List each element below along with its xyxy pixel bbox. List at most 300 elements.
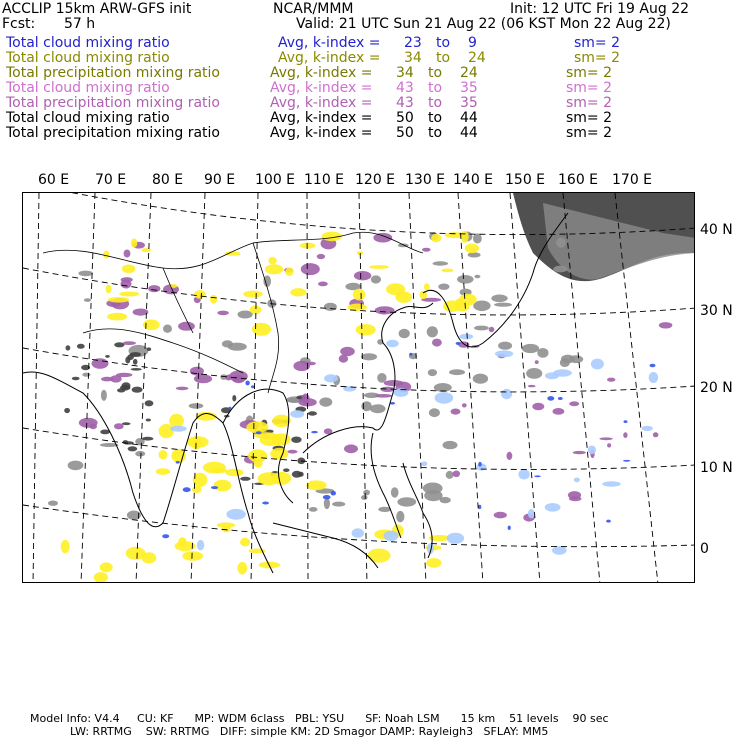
cloud-patch-yellow xyxy=(246,421,268,433)
cloud-patch-lightblue xyxy=(553,369,572,376)
cloud-patch-purple xyxy=(229,371,248,383)
cloud-patch-blue xyxy=(311,431,318,433)
cloud-patch-lightblue xyxy=(170,426,187,432)
cloud-patch-lightblue xyxy=(421,461,427,466)
graticule-meridian xyxy=(191,193,205,583)
cloud-patch-dark xyxy=(130,352,141,357)
cloud-patch-gray xyxy=(222,340,233,347)
cloud-patch-gray xyxy=(438,284,449,290)
cloud-patch-yellow xyxy=(159,424,174,438)
cloud-patch-dark xyxy=(77,344,85,349)
cloud-patch-gray xyxy=(361,353,377,360)
legend-k-start: 34 xyxy=(396,65,414,81)
legend-to: to xyxy=(428,125,443,141)
cloud-patch-yellow xyxy=(243,291,262,298)
cloud-patch-purple xyxy=(507,452,513,460)
longitude-label: 170 E xyxy=(612,172,653,188)
cloud-patch-gray xyxy=(526,368,542,379)
cloud-patch-yellow xyxy=(222,526,231,533)
cloud-patch-yellow xyxy=(240,538,250,547)
legend-field: Total cloud mixing ratio xyxy=(6,110,170,126)
cloud-patch-gray xyxy=(428,369,437,376)
cloud-patch-purple xyxy=(148,285,160,292)
cloud-patch-purple xyxy=(599,437,612,440)
cloud-patch-gray xyxy=(48,501,58,506)
cloud-patch-yellow xyxy=(119,292,139,297)
cloud-patch-lightblue xyxy=(352,528,364,538)
cloud-patch-yellow xyxy=(424,283,430,290)
cloud-patch-gray xyxy=(332,502,345,507)
cloud-patch-blue xyxy=(211,486,218,489)
cloud-patch-lightblue xyxy=(552,546,567,555)
legend-to: to xyxy=(428,110,443,126)
graticule-meridian xyxy=(307,193,308,583)
cloud-patch-yellow xyxy=(61,540,70,553)
cloud-patch-dark xyxy=(128,446,138,451)
cloud-patch-blue xyxy=(606,520,611,523)
cloud-patch-gray xyxy=(494,303,512,307)
longitude-label: 140 E xyxy=(453,172,494,188)
cloud-patch-dark xyxy=(66,345,71,350)
cloud-patch-yellow xyxy=(156,468,170,475)
cloud-patch-yellow xyxy=(187,436,209,448)
cloud-patch-purple xyxy=(422,248,431,252)
legend-k-start: 34 xyxy=(404,50,422,66)
cloud-patch-purple xyxy=(659,322,673,328)
cloud-patch-dark xyxy=(232,395,236,401)
country-border xyxy=(163,268,193,333)
cloud-patch-dark xyxy=(117,388,125,392)
cloud-patch-gray xyxy=(397,497,416,506)
legend-field: Total precipitation mixing ratio xyxy=(6,95,220,111)
legend-field: Total cloud mixing ratio xyxy=(6,50,170,66)
cloud-patch-blue xyxy=(183,487,191,492)
forecast-hours: 57 h xyxy=(64,16,96,32)
cloud-patch-gray xyxy=(391,487,399,497)
legend-k-start: 43 xyxy=(396,80,414,96)
longitude-label: 100 E xyxy=(255,172,296,188)
cloud-patch-gray xyxy=(473,233,482,243)
cloud-patch-lightblue xyxy=(642,426,653,431)
cloud-patch-lightblue xyxy=(545,503,561,512)
cloud-patch-purple xyxy=(453,471,461,478)
cloud-patch-gray xyxy=(433,261,449,265)
cloud-patch-yellow xyxy=(171,449,186,463)
cloud-patch-purple xyxy=(344,444,358,453)
cloud-patch-purple xyxy=(607,443,611,447)
cloud-patch-yellow xyxy=(300,243,315,249)
cloud-patch-dark xyxy=(131,368,142,371)
cloud-patch-purple xyxy=(121,280,132,289)
cloud-patch-yellow xyxy=(419,291,427,299)
cloud-patch-purple xyxy=(623,432,627,438)
legend-avg: Avg, k-index = xyxy=(278,50,381,66)
cloud-patch-gray xyxy=(522,344,539,353)
cloud-patch-purple xyxy=(124,250,131,258)
cloud-patch-dark xyxy=(145,400,154,406)
cloud-patch-lightblue xyxy=(435,392,454,404)
cloud-patch-blue xyxy=(409,353,412,356)
cloud-patch-purple xyxy=(375,394,392,398)
cloud-patch-purple xyxy=(354,271,371,280)
cloud-patch-gray xyxy=(553,266,567,273)
cloud-patch-dark xyxy=(64,408,70,413)
cloud-patch-lightblue xyxy=(495,350,513,357)
cloud-patch-gray xyxy=(309,507,318,512)
cloud-patch-gray xyxy=(319,397,332,406)
cloud-patch-purple xyxy=(573,451,586,454)
cloud-patch-gray xyxy=(396,511,404,522)
init-time: Init: 12 UTC Fri 19 Aug 22 xyxy=(510,1,690,17)
cloud-patch-gray xyxy=(189,403,204,409)
cloud-patch-dark xyxy=(147,347,152,351)
cloud-patch-yellow xyxy=(182,551,203,561)
coastline xyxy=(403,463,432,558)
cloud-patch-blue xyxy=(262,502,269,505)
cloud-patch-yellow xyxy=(426,558,441,568)
longitude-label: 120 E xyxy=(355,172,396,188)
model-info-line1: Model Info: V4.4 CU: KF MP: WDM 6class PBL: YSU SF: Noah LSM 15 km 51 levels 90 sec xyxy=(30,712,609,725)
cloud-patch-blue xyxy=(508,526,511,530)
cloud-patch-purple xyxy=(451,409,461,415)
legend-to: to xyxy=(436,50,451,66)
cloud-patch-dark xyxy=(240,477,251,481)
legend-field: Total cloud mixing ratio xyxy=(6,35,170,51)
legend-avg: Avg, k-index = xyxy=(270,110,373,126)
cloud-patch-blue xyxy=(162,534,169,538)
cloud-patch-yellow xyxy=(194,290,206,299)
cloud-patch-yellow xyxy=(210,295,217,304)
cloud-patch-yellow xyxy=(122,265,136,274)
cloud-patch-dark xyxy=(72,377,80,380)
cloud-patch-lightblue xyxy=(324,374,338,382)
legend-k-start: 43 xyxy=(396,95,414,111)
cloud-patch-blue xyxy=(245,381,249,386)
cloud-patch-yellow xyxy=(100,562,113,572)
cloud-patch-lightblue xyxy=(197,540,204,550)
cloud-patch-yellow xyxy=(290,288,306,296)
cloud-patch-blue xyxy=(547,396,554,401)
map-canvas xyxy=(23,193,695,583)
legend-field: Total cloud mixing ratio xyxy=(6,80,170,96)
cloud-patch-blue xyxy=(331,491,336,496)
cloud-patch-yellow xyxy=(369,265,389,269)
org-label: NCAR/MMM xyxy=(273,1,354,17)
cloud-patch-lightblue xyxy=(501,389,512,399)
cloud-patch-yellow xyxy=(306,480,326,490)
cloud-patch-blue xyxy=(624,420,628,423)
cloud-patch-purple xyxy=(304,362,316,366)
legend-avg: Avg, k-index = xyxy=(270,65,373,81)
cloud-patch-yellow xyxy=(265,264,283,274)
cloud-patch-yellow xyxy=(141,248,151,252)
legend-avg: Avg, k-index = xyxy=(278,35,381,51)
cloud-patch-purple xyxy=(318,282,328,287)
cloud-patch-lightblue xyxy=(459,334,473,340)
legend-k-end: 44 xyxy=(460,125,478,141)
longitude-label: 150 E xyxy=(505,172,546,188)
legend-avg: Avg, k-index = xyxy=(270,125,373,141)
longitude-label: 110 E xyxy=(304,172,345,188)
cloud-patch-yellow xyxy=(214,480,232,492)
cloud-patch-gray xyxy=(324,498,330,509)
model-title: ACCLIP 15km ARW-GFS init xyxy=(2,1,192,17)
coastline xyxy=(223,389,293,503)
cloud-patch-yellow xyxy=(103,251,110,259)
cloud-patch-purple xyxy=(116,373,132,377)
cloud-patch-purple xyxy=(373,233,392,243)
latitude-label: 40 N xyxy=(700,222,733,238)
cloud-patch-gray xyxy=(491,295,507,303)
cloud-patch-dark xyxy=(291,437,301,443)
cloud-patch-blue xyxy=(323,495,331,499)
legend-k-end: 44 xyxy=(460,110,478,126)
cloud-patch-dark xyxy=(133,359,138,365)
latitude-label: 20 N xyxy=(700,380,733,396)
cloud-patch-blue xyxy=(534,475,541,477)
cloud-patch-yellow xyxy=(224,251,240,255)
legend-smooth: sm= 2 xyxy=(574,35,621,51)
cloud-patch-purple xyxy=(528,385,536,387)
legend-k-end: 35 xyxy=(460,80,478,96)
cloud-patch-gray xyxy=(498,342,512,350)
legend-smooth: sm= 2 xyxy=(574,50,621,66)
longitude-label: 60 E xyxy=(38,172,70,188)
cloud-patch-gray xyxy=(263,276,271,287)
cloud-patch-yellow xyxy=(142,552,157,563)
cloud-patch-dark xyxy=(146,419,151,422)
cloud-patch-dark xyxy=(122,422,131,425)
cloud-patch-yellow xyxy=(106,285,112,294)
cloud-patch-lightblue xyxy=(518,469,529,479)
cloud-patch-lightblue xyxy=(591,359,604,370)
cloud-patch-purple xyxy=(432,339,442,347)
cloud-patch-gray xyxy=(370,404,386,413)
cloud-patch-purple xyxy=(462,403,467,407)
forecast-label: Fcst: xyxy=(2,16,36,32)
cloud-patch-gray xyxy=(429,408,440,417)
cloud-patch-purple xyxy=(607,378,615,382)
legend-k-start: 50 xyxy=(396,125,414,141)
cloud-patch-lightblue xyxy=(588,446,596,455)
model-info-line2: LW: RRTMG SW: RRTMG DIFF: simple KM: 2D Smagor DAMP: Rayleigh3 SFLAY: MM5 xyxy=(70,725,549,738)
legend-smooth: sm= 2 xyxy=(566,125,613,141)
cloud-patch-gray xyxy=(474,326,489,331)
cloud-patch-yellow xyxy=(441,269,453,273)
cloud-patch-yellow xyxy=(107,313,127,321)
cloud-patch-lightblue xyxy=(574,478,580,483)
cloud-patch-purple xyxy=(194,374,212,383)
legend-k-start: 23 xyxy=(404,35,422,51)
cloud-patch-gray xyxy=(84,298,91,302)
cloud-patch-yellow xyxy=(465,244,479,254)
cloud-patch-yellow xyxy=(250,305,262,314)
cloud-patch-purple xyxy=(114,423,124,429)
cloud-patch-purple xyxy=(568,491,581,499)
cloud-patch-yellow xyxy=(270,448,288,460)
cloud-patch-gray xyxy=(446,471,454,479)
cloud-patch-purple xyxy=(569,401,579,406)
cloud-patch-dark xyxy=(283,468,289,472)
legend-avg: Avg, k-index = xyxy=(270,95,373,111)
cloud-patch-gray xyxy=(449,369,465,375)
cloud-patch-yellow xyxy=(169,414,184,428)
cloud-patch-yellow xyxy=(260,434,282,446)
cloud-patch-purple xyxy=(302,394,310,405)
cloud-patch-blue xyxy=(650,364,656,367)
cloud-patch-gray xyxy=(371,275,381,283)
longitude-label: 160 E xyxy=(558,172,599,188)
legend-field: Total precipitation mixing ratio xyxy=(6,125,220,141)
cloud-patch-dark xyxy=(298,472,304,477)
legend-avg: Avg, k-index = xyxy=(270,80,373,96)
cloud-patch-gray xyxy=(468,252,481,257)
cloud-patch-gray xyxy=(427,326,438,337)
cloud-patch-gray xyxy=(82,373,90,377)
valid-time: Valid: 21 UTC Sun 21 Aug 22 (06 KST Mon 22 Aug 22) xyxy=(296,16,671,32)
coastline xyxy=(273,523,378,568)
cloud-patch-purple xyxy=(287,450,297,454)
cloud-patch-purple xyxy=(535,360,539,364)
longitude-label: 80 E xyxy=(152,172,184,188)
cloud-patch-blue xyxy=(251,385,255,388)
legend-smooth: sm= 2 xyxy=(566,95,613,111)
latitude-label: 30 N xyxy=(700,303,733,319)
cloud-patch-gray xyxy=(560,358,570,367)
cloud-patch-lightblue xyxy=(290,410,304,418)
cloud-patch-yellow xyxy=(285,268,293,276)
cloud-patch-blue xyxy=(228,407,231,409)
cloud-patch-blue xyxy=(176,461,180,464)
country-border xyxy=(43,232,423,269)
cloud-patch-gray xyxy=(78,271,93,277)
cloud-patch-lightblue xyxy=(384,531,399,542)
graticule-meridian xyxy=(33,193,39,583)
latitude-label: 0 xyxy=(700,541,709,557)
cloud-patch-lightblue xyxy=(226,509,245,520)
legend-to: to xyxy=(428,80,443,96)
cloud-patch-gray xyxy=(423,483,443,495)
cloud-patch-yellow xyxy=(461,231,469,243)
legend-to: to xyxy=(428,95,443,111)
cloud-patch-blue xyxy=(558,397,563,400)
legend-k-end: 9 xyxy=(468,35,477,51)
cloud-patch-gray xyxy=(457,275,474,284)
cloud-patch-purple xyxy=(553,408,565,415)
cloud-patch-lightblue xyxy=(528,509,535,518)
cloud-patch-gray xyxy=(68,461,84,471)
cloud-patch-purple xyxy=(217,311,229,316)
cloud-patch-blue xyxy=(456,342,461,345)
coastline xyxy=(371,433,401,538)
cloud-patch-lightblue xyxy=(386,340,399,347)
cloud-patch-gray xyxy=(473,374,488,384)
cloud-patch-purple xyxy=(532,403,544,410)
legend-field: Total precipitation mixing ratio xyxy=(6,65,220,81)
cloud-patch-blue xyxy=(478,462,481,467)
legend-k-end: 35 xyxy=(460,95,478,111)
legend-k-end: 24 xyxy=(468,50,486,66)
cloud-patch-purple xyxy=(317,254,325,259)
cloud-patch-yellow xyxy=(386,283,405,295)
cloud-patch-gray xyxy=(363,490,370,496)
cloud-patch-yellow xyxy=(159,450,168,459)
cloud-patch-gray xyxy=(556,238,566,248)
cloud-patch-yellow xyxy=(237,562,247,575)
cloud-patch-yellow xyxy=(131,238,137,247)
cloud-patch-gray xyxy=(101,390,107,401)
cloud-patch-lightblue xyxy=(447,533,465,544)
cloud-patch-yellow xyxy=(94,572,108,583)
cloud-patch-yellow xyxy=(108,297,130,303)
cloud-patch-gray xyxy=(324,303,337,311)
cloud-patch-gray xyxy=(135,451,145,457)
cloud-patch-gray xyxy=(474,275,480,279)
cloud-patch-yellow xyxy=(203,462,226,474)
cloud-patch-yellow xyxy=(225,469,243,476)
cloud-patch-dark xyxy=(125,357,130,364)
cloud-patch-purple xyxy=(494,512,507,519)
cloud-patch-gray xyxy=(163,325,172,333)
cloud-patch-dark xyxy=(105,355,110,358)
cloud-patch-gray xyxy=(377,373,386,383)
legend-to: to xyxy=(428,65,443,81)
cloud-patch-dark xyxy=(142,437,154,441)
cloud-patch-yellow xyxy=(248,449,267,462)
cloud-patch-dark xyxy=(132,387,143,393)
cloud-patch-blue xyxy=(623,460,630,462)
cloud-patch-blue xyxy=(256,431,262,434)
cloud-patch-lightblue xyxy=(649,372,659,383)
cloud-patch-gray xyxy=(361,495,368,500)
cloud-patch-purple xyxy=(123,341,136,345)
legend-smooth: sm= 2 xyxy=(566,80,613,96)
cloud-patch-purple xyxy=(79,418,98,428)
legend-to: to xyxy=(436,35,451,51)
longitude-label: 90 E xyxy=(204,172,236,188)
legend-smooth: sm= 2 xyxy=(566,65,613,81)
cloud-patch-purple xyxy=(375,306,395,314)
cloud-patch-purple xyxy=(176,387,189,391)
cloud-patch-purple xyxy=(178,322,195,331)
cloud-patch-purple xyxy=(101,377,113,382)
latitude-label: 10 N xyxy=(700,460,733,476)
cloud-patch-yellow xyxy=(252,323,271,336)
longitude-label: 70 E xyxy=(95,172,127,188)
cloud-patch-purple xyxy=(653,432,659,437)
cloud-patch-dark xyxy=(308,411,317,415)
forecast-map xyxy=(22,192,695,583)
cloud-patch-yellow xyxy=(431,234,441,242)
cloud-patch-yellow xyxy=(356,324,376,335)
legend-smooth: sm= 2 xyxy=(566,110,613,126)
legend-k-start: 50 xyxy=(396,110,414,126)
cloud-patch-purple xyxy=(340,347,355,356)
cloud-patch-yellow xyxy=(368,549,391,563)
cloud-patch-dark xyxy=(122,382,131,389)
cloud-patch-yellow xyxy=(353,289,366,301)
cloud-patch-purple xyxy=(489,327,495,332)
cloud-patch-yellow xyxy=(268,257,276,264)
cloud-patch-purple xyxy=(301,263,320,275)
legend-k-end: 24 xyxy=(460,65,478,81)
cloud-patch-gray xyxy=(399,329,410,339)
cloud-patch-yellow xyxy=(192,486,202,493)
cloud-patch-gray xyxy=(443,441,458,449)
longitude-label: 130 E xyxy=(405,172,446,188)
cloud-patch-lightblue xyxy=(602,481,621,486)
cloud-patch-yellow xyxy=(272,472,291,485)
